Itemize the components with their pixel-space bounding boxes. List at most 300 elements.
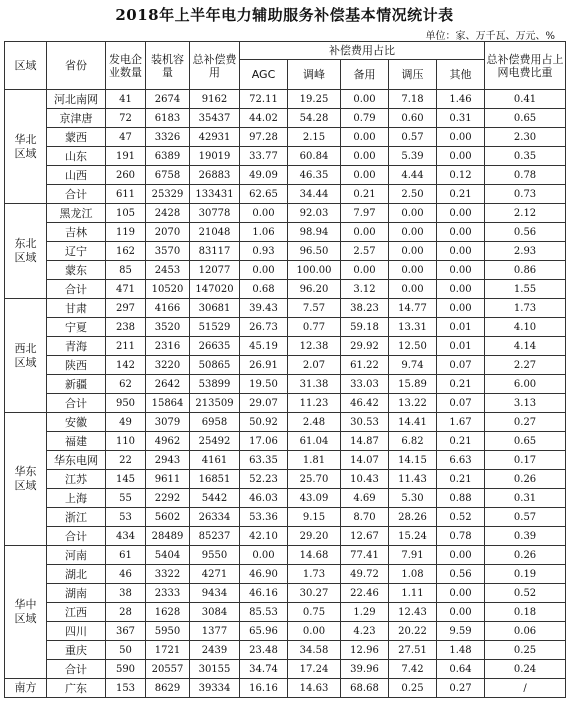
reserve-cell: 30.53 <box>341 413 389 432</box>
reserve-cell: 39.96 <box>341 660 389 679</box>
voltage-cell: 11.43 <box>389 470 437 489</box>
peak-cell: 14.63 <box>288 679 341 698</box>
peak-cell: 96.20 <box>288 280 341 299</box>
agc-cell: 17.06 <box>240 432 288 451</box>
companies-cell: 260 <box>106 166 146 185</box>
ratio-cell: 0.56 <box>485 223 566 242</box>
table-row <box>5 413 566 432</box>
companies-cell: 367 <box>106 622 146 641</box>
agc-cell: 97.28 <box>240 128 288 147</box>
province-cell: 新疆 <box>47 375 106 394</box>
agc-cell: 29.07 <box>240 394 288 413</box>
other-cell: 0.00 <box>437 204 485 223</box>
header-peak: 调峰 <box>288 60 341 90</box>
table-row <box>5 318 566 337</box>
total-cost-cell: 19019 <box>190 147 240 166</box>
province-cell: 安徽 <box>47 413 106 432</box>
province-cell: 蒙东 <box>47 261 106 280</box>
other-cell: 0.01 <box>437 318 485 337</box>
region-label: 南方 <box>14 681 37 694</box>
other-cell: 0.00 <box>437 299 485 318</box>
other-cell: 0.00 <box>437 223 485 242</box>
header-other: 其他 <box>437 60 485 90</box>
ratio-cell: 0.17 <box>485 451 566 470</box>
other-cell: 0.12 <box>437 166 485 185</box>
table-row <box>5 128 566 147</box>
companies-cell: 50 <box>106 641 146 660</box>
table-row <box>5 242 566 261</box>
capacity-cell: 1628 <box>146 603 190 622</box>
agc-cell: 62.65 <box>240 185 288 204</box>
total-cost-cell: 21048 <box>190 223 240 242</box>
reserve-cell: 46.42 <box>341 394 389 413</box>
ratio-cell: 0.86 <box>485 261 566 280</box>
total-cost-cell: 5442 <box>190 489 240 508</box>
region-cell <box>5 90 47 204</box>
total-cost-cell: 30778 <box>190 204 240 223</box>
other-cell: 0.00 <box>437 584 485 603</box>
table-row <box>5 641 566 660</box>
companies-cell: 47 <box>106 128 146 147</box>
voltage-cell: 7.18 <box>389 90 437 109</box>
ratio-cell: 0.27 <box>485 413 566 432</box>
agc-cell: 23.48 <box>240 641 288 660</box>
reserve-cell: 4.23 <box>341 622 389 641</box>
companies-cell: 142 <box>106 356 146 375</box>
province-cell: 福建 <box>47 432 106 451</box>
ratio-cell: 4.14 <box>485 337 566 356</box>
total-cost-cell: 25492 <box>190 432 240 451</box>
companies-cell: 22 <box>106 451 146 470</box>
region-label: 西北区域 <box>14 341 37 369</box>
total-cost-cell: 26334 <box>190 508 240 527</box>
voltage-cell: 14.15 <box>389 451 437 470</box>
peak-cell: 92.03 <box>288 204 341 223</box>
reserve-cell: 14.87 <box>341 432 389 451</box>
voltage-cell: 6.82 <box>389 432 437 451</box>
ratio-cell: 2.27 <box>485 356 566 375</box>
other-cell: 0.00 <box>437 261 485 280</box>
province-cell: 蒙西 <box>47 128 106 147</box>
table-row <box>5 261 566 280</box>
ratio-cell: 1.73 <box>485 299 566 318</box>
agc-cell: 0.00 <box>240 261 288 280</box>
companies-cell: 62 <box>106 375 146 394</box>
reserve-cell: 61.22 <box>341 356 389 375</box>
header-capacity: 装机容量 <box>146 42 190 90</box>
region-label: 东北区域 <box>14 237 37 264</box>
ratio-cell: 0.65 <box>485 109 566 128</box>
province-cell: 合计 <box>47 185 106 204</box>
reserve-cell: 0.00 <box>341 261 389 280</box>
peak-cell: 100.00 <box>288 261 341 280</box>
voltage-cell: 1.08 <box>389 565 437 584</box>
other-cell: 1.67 <box>437 413 485 432</box>
other-cell: 0.01 <box>437 337 485 356</box>
other-cell: 0.21 <box>437 375 485 394</box>
other-cell: 0.07 <box>437 356 485 375</box>
province-cell: 上海 <box>47 489 106 508</box>
other-cell: 0.00 <box>437 603 485 622</box>
reserve-cell: 0.00 <box>341 223 389 242</box>
agc-cell: 19.50 <box>240 375 288 394</box>
voltage-cell: 1.11 <box>389 584 437 603</box>
total-cost-cell: 12077 <box>190 261 240 280</box>
peak-cell: 31.38 <box>288 375 341 394</box>
capacity-cell: 3570 <box>146 242 190 261</box>
capacity-cell: 6183 <box>146 109 190 128</box>
ratio-cell: 0.19 <box>485 565 566 584</box>
table-row <box>5 660 566 679</box>
companies-cell: 590 <box>106 660 146 679</box>
header-voltage: 调压 <box>389 60 437 90</box>
other-cell: 0.21 <box>437 432 485 451</box>
companies-cell: 145 <box>106 470 146 489</box>
companies-cell: 119 <box>106 223 146 242</box>
table-row <box>5 546 566 565</box>
agc-cell: 0.68 <box>240 280 288 299</box>
capacity-cell: 6758 <box>146 166 190 185</box>
table-body <box>5 90 566 698</box>
agc-cell: 1.06 <box>240 223 288 242</box>
reserve-cell: 1.29 <box>341 603 389 622</box>
table-row <box>5 109 566 128</box>
companies-cell: 434 <box>106 527 146 546</box>
capacity-cell: 2316 <box>146 337 190 356</box>
total-cost-cell: 1377 <box>190 622 240 641</box>
companies-cell: 211 <box>106 337 146 356</box>
reserve-cell: 7.97 <box>341 204 389 223</box>
capacity-cell: 2674 <box>146 90 190 109</box>
table-row <box>5 451 566 470</box>
total-cost-cell: 4271 <box>190 565 240 584</box>
total-cost-cell: 9434 <box>190 584 240 603</box>
peak-cell: 46.35 <box>288 166 341 185</box>
voltage-cell: 15.24 <box>389 527 437 546</box>
companies-cell: 611 <box>106 185 146 204</box>
table-row <box>5 603 566 622</box>
total-cost-cell: 2439 <box>190 641 240 660</box>
companies-cell: 471 <box>106 280 146 299</box>
table-row <box>5 565 566 584</box>
ratio-cell: 0.25 <box>485 641 566 660</box>
capacity-cell: 5404 <box>146 546 190 565</box>
agc-cell: 33.77 <box>240 147 288 166</box>
peak-cell: 2.48 <box>288 413 341 432</box>
ratio-cell: 0.65 <box>485 432 566 451</box>
table-row <box>5 337 566 356</box>
peak-cell: 30.27 <box>288 584 341 603</box>
reserve-cell: 12.96 <box>341 641 389 660</box>
voltage-cell: 0.00 <box>389 204 437 223</box>
ratio-cell: 0.78 <box>485 166 566 185</box>
reserve-cell: 38.23 <box>341 299 389 318</box>
voltage-cell: 5.39 <box>389 147 437 166</box>
other-cell: 0.64 <box>437 660 485 679</box>
total-cost-cell: 147020 <box>190 280 240 299</box>
reserve-cell: 12.67 <box>341 527 389 546</box>
agc-cell: 72.11 <box>240 90 288 109</box>
companies-cell: 950 <box>106 394 146 413</box>
other-cell: 6.63 <box>437 451 485 470</box>
region-label: 华北区域 <box>14 132 37 160</box>
capacity-cell: 2453 <box>146 261 190 280</box>
ratio-cell: 3.13 <box>485 394 566 413</box>
peak-cell: 61.04 <box>288 432 341 451</box>
ratio-cell: 0.39 <box>485 527 566 546</box>
table-row <box>5 394 566 413</box>
companies-cell: 61 <box>106 546 146 565</box>
peak-cell: 9.15 <box>288 508 341 527</box>
header-ratio: 总补偿费用占上网电费比重 <box>485 42 566 90</box>
voltage-cell: 5.30 <box>389 489 437 508</box>
province-cell: 江苏 <box>47 470 106 489</box>
companies-cell: 110 <box>106 432 146 451</box>
province-cell: 陕西 <box>47 356 106 375</box>
province-cell: 江西 <box>47 603 106 622</box>
table-title: 2018年上半年电力辅助服务补偿基本情况统计表 <box>115 6 454 24</box>
ratio-cell: 0.31 <box>485 489 566 508</box>
peak-cell: 1.73 <box>288 565 341 584</box>
companies-cell: 53 <box>106 508 146 527</box>
ratio-cell: 2.93 <box>485 242 566 261</box>
reserve-cell: 4.69 <box>341 489 389 508</box>
other-cell: 0.31 <box>437 109 485 128</box>
header-province: 省份 <box>47 42 106 90</box>
peak-cell: 54.28 <box>288 109 341 128</box>
table-row <box>5 622 566 641</box>
ratio-cell: 2.30 <box>485 128 566 147</box>
region-cell <box>5 546 47 679</box>
voltage-cell: 0.00 <box>389 242 437 261</box>
region-cell <box>5 413 47 546</box>
province-cell: 华东电网 <box>47 451 106 470</box>
agc-cell: 49.09 <box>240 166 288 185</box>
peak-cell: 7.57 <box>288 299 341 318</box>
unit-note: 单位：家、万千瓦、万元、% <box>425 31 555 42</box>
voltage-cell: 12.43 <box>389 603 437 622</box>
total-cost-cell: 213509 <box>190 394 240 413</box>
capacity-cell: 10520 <box>146 280 190 299</box>
capacity-cell: 2642 <box>146 375 190 394</box>
peak-cell: 11.23 <box>288 394 341 413</box>
total-cost-cell: 3084 <box>190 603 240 622</box>
ratio-cell: 1.55 <box>485 280 566 299</box>
ratio-cell: 0.35 <box>485 147 566 166</box>
other-cell: 1.46 <box>437 90 485 109</box>
table-row <box>5 489 566 508</box>
agc-cell: 63.35 <box>240 451 288 470</box>
table-row <box>5 90 566 109</box>
total-cost-cell: 53899 <box>190 375 240 394</box>
ratio-cell: 2.12 <box>485 204 566 223</box>
total-cost-cell: 85237 <box>190 527 240 546</box>
companies-cell: 153 <box>106 679 146 698</box>
province-cell: 重庆 <box>47 641 106 660</box>
total-cost-cell: 9550 <box>190 546 240 565</box>
agc-cell: 45.19 <box>240 337 288 356</box>
reserve-cell: 10.43 <box>341 470 389 489</box>
peak-cell: 98.94 <box>288 223 341 242</box>
table-row <box>5 204 566 223</box>
agc-cell: 42.10 <box>240 527 288 546</box>
province-cell: 湖南 <box>47 584 106 603</box>
total-cost-cell: 9162 <box>190 90 240 109</box>
voltage-cell: 0.57 <box>389 128 437 147</box>
agc-cell: 0.93 <box>240 242 288 261</box>
other-cell: 0.00 <box>437 280 485 299</box>
peak-cell: 43.09 <box>288 489 341 508</box>
other-cell: 0.78 <box>437 527 485 546</box>
peak-cell: 19.25 <box>288 90 341 109</box>
ratio-cell: 0.41 <box>485 90 566 109</box>
header-agc: AGC <box>240 60 288 90</box>
reserve-cell: 0.00 <box>341 166 389 185</box>
capacity-cell: 6389 <box>146 147 190 166</box>
table-row <box>5 470 566 489</box>
other-cell: 0.00 <box>437 242 485 261</box>
voltage-cell: 27.51 <box>389 641 437 660</box>
total-cost-cell: 30155 <box>190 660 240 679</box>
ratio-cell: 0.52 <box>485 584 566 603</box>
agc-cell: 44.02 <box>240 109 288 128</box>
companies-cell: 297 <box>106 299 146 318</box>
total-cost-cell: 6958 <box>190 413 240 432</box>
total-cost-cell: 26883 <box>190 166 240 185</box>
companies-cell: 238 <box>106 318 146 337</box>
peak-cell: 34.44 <box>288 185 341 204</box>
capacity-cell: 4166 <box>146 299 190 318</box>
agc-cell: 65.96 <box>240 622 288 641</box>
reserve-cell: 22.46 <box>341 584 389 603</box>
agc-cell: 46.90 <box>240 565 288 584</box>
region-label: 华东区域 <box>14 465 37 492</box>
voltage-cell: 14.77 <box>389 299 437 318</box>
table-row <box>5 147 566 166</box>
companies-cell: 105 <box>106 204 146 223</box>
province-cell: 河北南网 <box>47 90 106 109</box>
ratio-cell: 0.73 <box>485 185 566 204</box>
capacity-cell: 2333 <box>146 584 190 603</box>
agc-cell: 46.16 <box>240 584 288 603</box>
reserve-cell: 33.03 <box>341 375 389 394</box>
voltage-cell: 0.25 <box>389 679 437 698</box>
voltage-cell: 0.60 <box>389 109 437 128</box>
capacity-cell: 2428 <box>146 204 190 223</box>
companies-cell: 38 <box>106 584 146 603</box>
voltage-cell: 13.22 <box>389 394 437 413</box>
ratio-cell: 0.24 <box>485 660 566 679</box>
province-cell: 青海 <box>47 337 106 356</box>
province-cell: 山西 <box>47 166 106 185</box>
province-cell: 河南 <box>47 546 106 565</box>
voltage-cell: 0.00 <box>389 261 437 280</box>
province-cell: 四川 <box>47 622 106 641</box>
ratio-cell: 0.26 <box>485 470 566 489</box>
peak-cell: 29.20 <box>288 527 341 546</box>
table-row <box>5 185 566 204</box>
table-row <box>5 375 566 394</box>
companies-cell: 55 <box>106 489 146 508</box>
voltage-cell: 14.41 <box>389 413 437 432</box>
companies-cell: 162 <box>106 242 146 261</box>
ratio-cell: 0.57 <box>485 508 566 527</box>
ratio-cell: / <box>485 679 566 698</box>
reserve-cell: 49.72 <box>341 565 389 584</box>
agc-cell: 50.92 <box>240 413 288 432</box>
header-share-group: 补偿费用占比 <box>240 42 485 60</box>
reserve-cell: 3.12 <box>341 280 389 299</box>
table-row <box>5 679 566 698</box>
other-cell: 0.52 <box>437 508 485 527</box>
other-cell: 0.00 <box>437 546 485 565</box>
peak-cell: 2.07 <box>288 356 341 375</box>
total-cost-cell: 133431 <box>190 185 240 204</box>
total-cost-cell: 4161 <box>190 451 240 470</box>
province-cell: 湖北 <box>47 565 106 584</box>
reserve-cell: 0.00 <box>341 128 389 147</box>
agc-cell: 16.16 <box>240 679 288 698</box>
table-row <box>5 584 566 603</box>
agc-cell: 46.03 <box>240 489 288 508</box>
capacity-cell: 3520 <box>146 318 190 337</box>
header-region: 区域 <box>5 42 47 90</box>
voltage-cell: 28.26 <box>389 508 437 527</box>
province-cell: 黑龙江 <box>47 204 106 223</box>
reserve-cell: 0.00 <box>341 147 389 166</box>
region-cell <box>5 679 47 698</box>
province-cell: 合计 <box>47 527 106 546</box>
total-cost-cell: 30681 <box>190 299 240 318</box>
total-cost-cell: 50865 <box>190 356 240 375</box>
capacity-cell: 2070 <box>146 223 190 242</box>
province-cell: 山东 <box>47 147 106 166</box>
reserve-cell: 14.07 <box>341 451 389 470</box>
province-cell: 吉林 <box>47 223 106 242</box>
other-cell: 0.56 <box>437 565 485 584</box>
ratio-cell: 6.00 <box>485 375 566 394</box>
other-cell: 0.00 <box>437 147 485 166</box>
reserve-cell: 77.41 <box>341 546 389 565</box>
other-cell: 0.00 <box>437 128 485 147</box>
peak-cell: 0.00 <box>288 622 341 641</box>
voltage-cell: 20.22 <box>389 622 437 641</box>
province-cell: 浙江 <box>47 508 106 527</box>
province-cell: 甘肃 <box>47 299 106 318</box>
total-cost-cell: 16851 <box>190 470 240 489</box>
total-cost-cell: 51529 <box>190 318 240 337</box>
companies-cell: 46 <box>106 565 146 584</box>
agc-cell: 0.00 <box>240 546 288 565</box>
companies-cell: 41 <box>106 90 146 109</box>
table-row <box>5 508 566 527</box>
peak-cell: 2.15 <box>288 128 341 147</box>
province-cell: 京津唐 <box>47 109 106 128</box>
agc-cell: 34.74 <box>240 660 288 679</box>
voltage-cell: 4.44 <box>389 166 437 185</box>
header-companies: 发电企业数量 <box>106 42 146 90</box>
capacity-cell: 28489 <box>146 527 190 546</box>
peak-cell: 12.38 <box>288 337 341 356</box>
companies-cell: 85 <box>106 261 146 280</box>
province-cell: 广东 <box>47 679 106 698</box>
capacity-cell: 8629 <box>146 679 190 698</box>
capacity-cell: 3220 <box>146 356 190 375</box>
peak-cell: 0.77 <box>288 318 341 337</box>
voltage-cell: 13.31 <box>389 318 437 337</box>
other-cell: 0.07 <box>437 394 485 413</box>
voltage-cell: 0.00 <box>389 223 437 242</box>
